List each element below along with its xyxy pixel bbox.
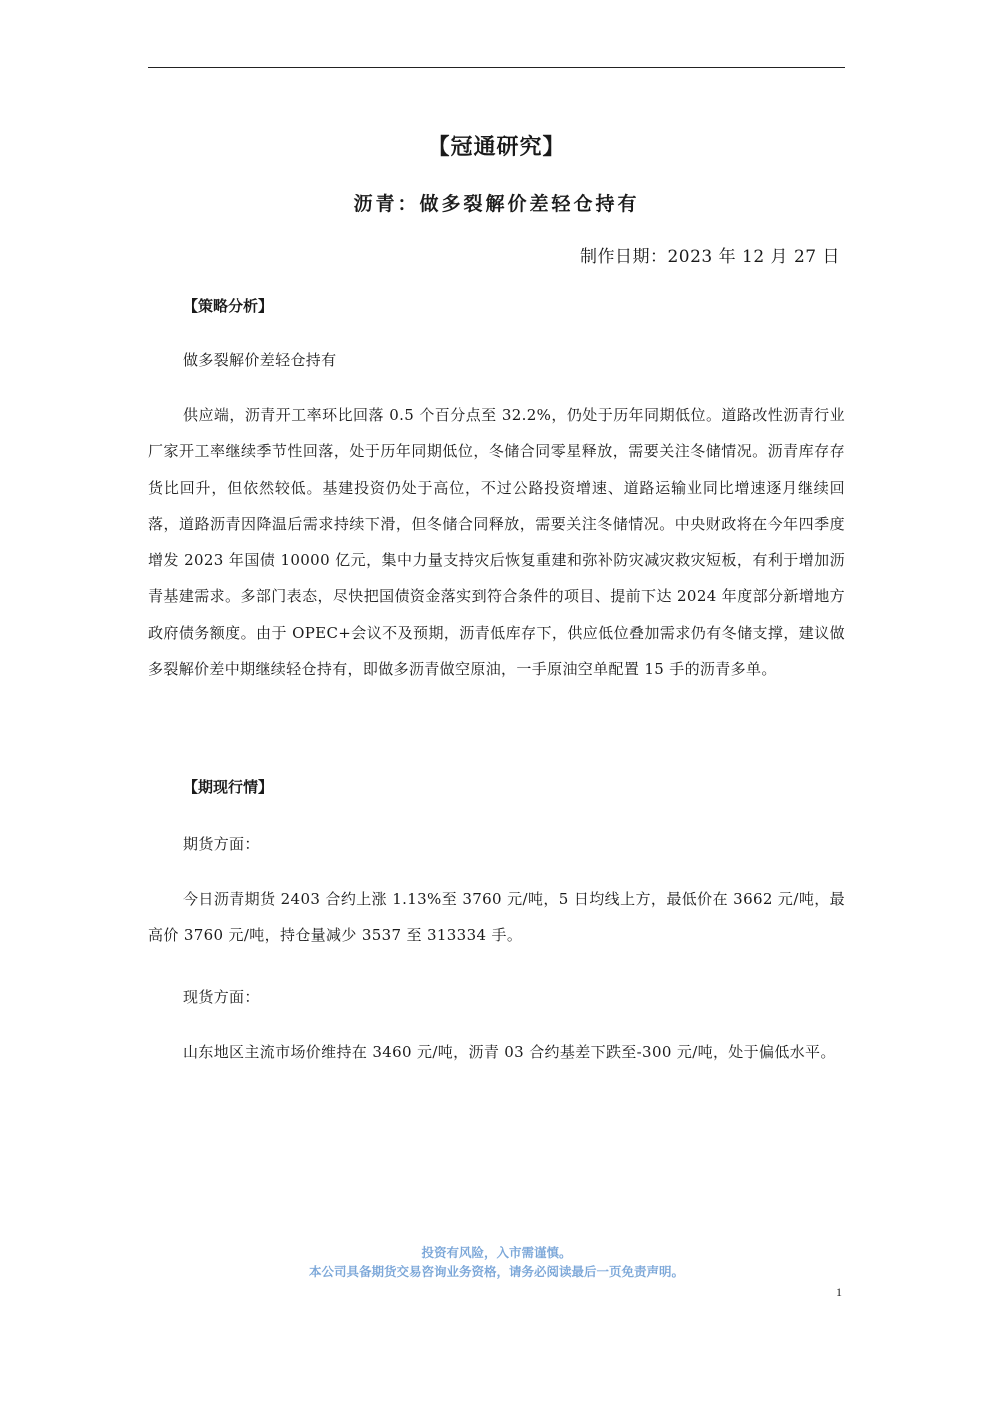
footer-disclaimer xyxy=(148,1243,845,1281)
section-heading-market: 【期现行情】 xyxy=(183,778,274,796)
header-rule xyxy=(148,67,845,68)
section-heading-strategy: 【策略分析】 xyxy=(183,297,274,315)
spot-body: 山东地区主流市场价维持在 3460 元/吨，沥青 03 合约基差下跌至-300 元/吨，处于偏低水平。 xyxy=(183,1043,836,1061)
brand-title: 【冠通研究】 xyxy=(427,134,566,160)
futures-body: 今日沥青期货 2403 合约上涨 1.13%至 3760 元/吨，5 日均线上方，最低价在 3662 元/吨，最高价 3760 元/吨，持仓量减少 3537 至 313334 手。 xyxy=(148,890,845,945)
page-number: 1 xyxy=(836,1285,842,1299)
document-title: 沥青：做多裂解价差轻仓持有 xyxy=(353,193,640,215)
spot-label: 现货方面： xyxy=(183,988,260,1006)
disclaimer-notice: 本公司具备期货交易咨询业务资格，请务必阅读最后一页免责声明。 xyxy=(308,1264,684,1279)
strategy-summary: 做多裂解价差轻仓持有 xyxy=(183,351,337,369)
futures-label: 期货方面： xyxy=(183,835,260,853)
risk-warning: 投资有风险，入市需谨慎。 xyxy=(421,1245,572,1260)
production-date: 制作日期：2023 年 12 月 27 日 xyxy=(579,247,840,267)
strategy-body: 供应端，沥青开工率环比回落 0.5 个百分点至 32.2%，仍处于历年同期低位。道路改性沥青行业厂家开工率继续季节性回落，处于历年同期低位，冬储合同零星释放，需要关注冬储情况。沥青库存存货比回升，但依然较低。基建投资仍处于高位，不过公路投资增速、道路运输业同比增速逐月继续回落，道路沥青因降温后需求持续下滑，但冬储合同释放，需要关注冬储情况。中央财政将在今年四季度增发 2023 年国债 10000 亿元，集中力量支持灾后恢复重建和弥补防灾减灾救灾短板，有利于增加沥青基建需求。多部门表态，尽快把国债资金落实到符合条件的项目、提前下达 2024 年度部分新增地方政府债务额度。由于 OPEC+会议不及预期，沥青低库存下，供应低位叠加需求仍有冬储支撑，建议做多裂解价差中期继续轻仓持有，即做多沥青做空原油，一手原油空单配置 15 手的沥青多单。 xyxy=(148,406,845,679)
